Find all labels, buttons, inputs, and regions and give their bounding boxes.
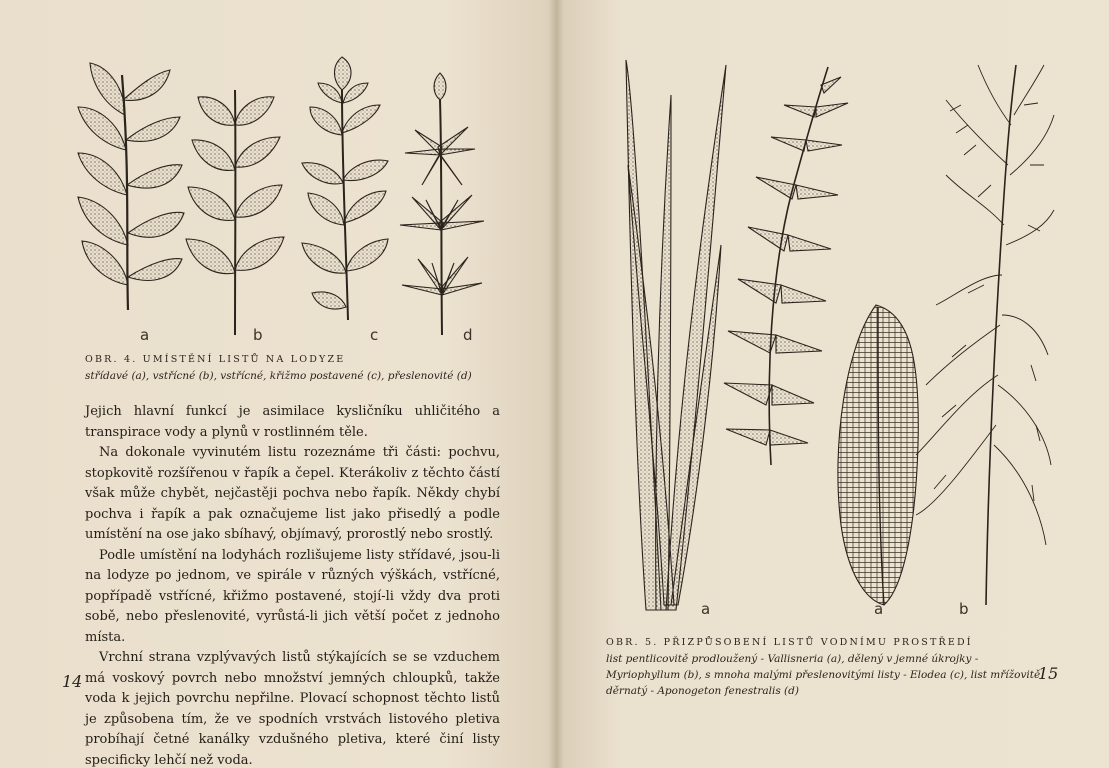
- page-number: 14: [62, 672, 83, 691]
- vallisneria-drawing: [626, 60, 726, 610]
- myriophyllum-drawing: [916, 65, 1054, 605]
- paragraph: Podle umístění na lodyhách rozlišujeme listy střídavé, jsou-li na lodyze po jednom, ve spirále v různých výškách, vstřícné, popřípadě vstřícné, křižmo postavené, stojí-li vždy dva proti sobě, nebo přeslenovité, vyrůstá-li jich větší počet z jednoho místa.: [85, 547, 500, 645]
- figure-label-aponogeton: a: [874, 600, 884, 618]
- caption-heading: OBR. 4. UMÍSTĚNÍ LISTŮ NA LODYZE: [85, 354, 346, 365]
- figure-label-b: b: [253, 326, 263, 344]
- figure-label-a: a: [140, 326, 150, 344]
- paragraph: Na dokonale vyvinutém listu rozeznáme tři části: pochvu, stopkovitě rozšířenou v řapík a čepel. Kterákoliv z těchto částí však může chybět, nejčastěji pochva nebo řapík. Někdy chybí pochva i řapík a pak označujeme list jako přisedlý a podle umístění na ose jako sbíhavý, objímavý, prorostlý nebo srostlý.: [85, 445, 500, 542]
- caption-subtext: list pentlicovitě prodloužený - Vallisneria (a), dělený v jemné úkrojky - Myriophyllum (b), s mnoha malými přeslenovitými listy - Elodea (c), list mřížovitě děrnatý - Aponogeton fenestralis (d): [606, 653, 1041, 697]
- paragraph: Vrchní strana vzplývavých listů stýkajících se se vzduchem má voskový povrch nebo množství jemných chloupků, takže voda k jejich povrchu nepřilne. Plovací schopnost těchto listů je způsobena tím, že ve spodních vrstvách listového pletiva probíhají četné kanálky vzdušného pletiva, které činí listy specificky lehčí než voda.: [85, 650, 500, 768]
- elodea-drawing: [724, 67, 848, 465]
- right-page: [556, 0, 1109, 768]
- page-number: 15: [1038, 664, 1059, 683]
- figure-label-c: c: [370, 326, 379, 344]
- figure-label-d: d: [463, 326, 473, 344]
- aponogeton-drawing: [838, 305, 918, 605]
- figure-label-vallisneria: a: [701, 600, 711, 618]
- plant-c-drawing: [302, 57, 388, 320]
- caption-subtext: střídavé (a), vstřícné (b), vstřícné, křižmo postavené (c), přeslenovité (d): [85, 370, 472, 382]
- caption-heading: OBR. 5. PŘIZPŮSOBENÍ LISTŮ VODNÍMU PROSTŘEDÍ: [606, 637, 973, 648]
- figure-caption: [606, 635, 1041, 699]
- plant-a-drawing: [78, 63, 184, 310]
- figure-leaf-arrangement: [70, 45, 510, 345]
- plant-b-drawing: [186, 90, 284, 335]
- figure-aquatic-leaves: [616, 45, 1056, 620]
- book-gutter: [548, 0, 564, 768]
- figure-label-myriophyllum: b: [959, 600, 969, 618]
- body-text: [85, 402, 500, 768]
- figure-caption: [85, 352, 505, 384]
- paragraph: Jejich hlavní funkcí je asimilace kysličníku uhličitého a transpirace vody a plynů v rostlinném těle.: [85, 404, 500, 440]
- plant-d-drawing: [400, 73, 484, 335]
